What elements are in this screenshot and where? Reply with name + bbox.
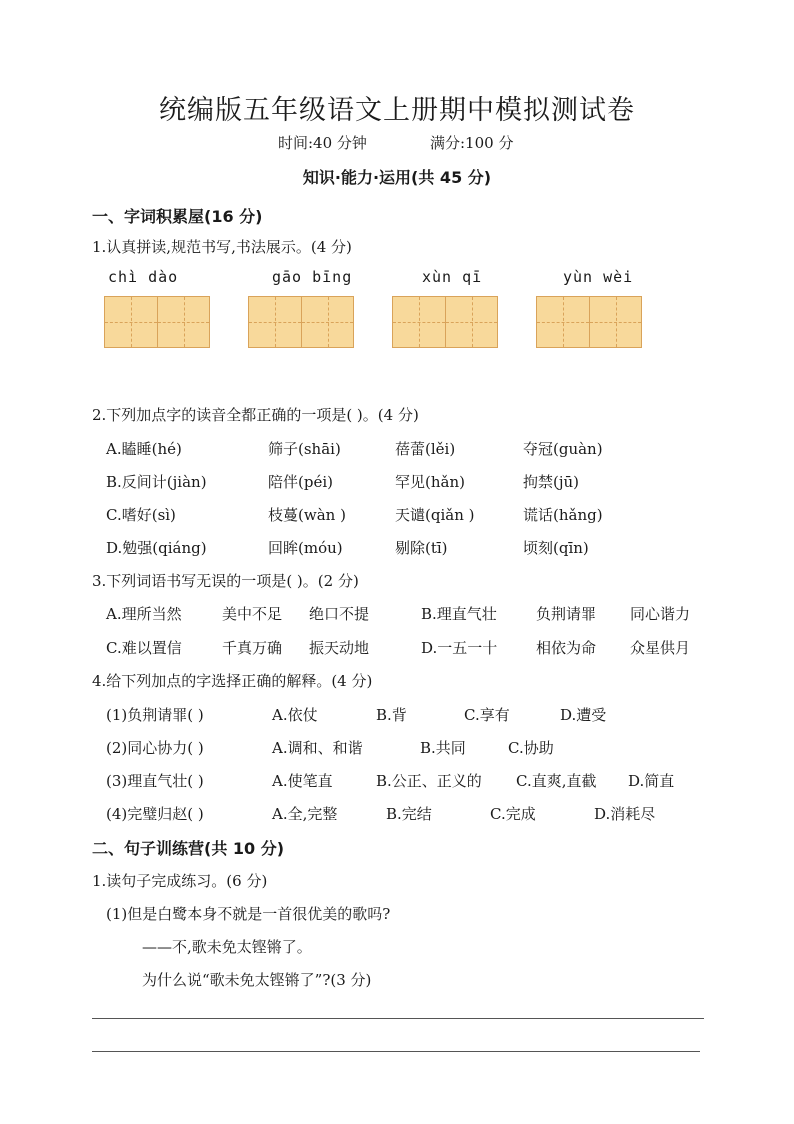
pinyin-3: xùn qī	[422, 268, 483, 286]
q2-option: D.勉强(qiáng)	[106, 539, 207, 557]
q2-option: 陪伴(péi)	[268, 473, 333, 491]
q4-option: A.使笔直	[272, 772, 333, 790]
q3-option: 负荆请罪	[536, 605, 597, 623]
q4-item: (4)完璧归赵( )	[106, 805, 204, 823]
q4-option: B.共同	[420, 739, 466, 757]
q4-option: B.背	[376, 706, 407, 724]
q2-option: 蓓蕾(lěi)	[395, 440, 456, 458]
q3-option: 千真万确	[222, 639, 283, 657]
sentence-1: (1)但是白鹭本身不就是一首很优美的歌吗?	[106, 905, 391, 923]
q4-option: C.协助	[508, 739, 554, 757]
q4-option: B.完结	[386, 805, 432, 823]
q4-option: A.依仗	[272, 706, 318, 724]
q2-option: 谎话(hǎng)	[523, 506, 603, 524]
sentence-question: 为什么说“歌未免太铿锵了”?(3 分)	[142, 971, 372, 989]
q4-option: A.全,完整	[272, 805, 338, 823]
writing-cell[interactable]	[393, 297, 445, 347]
q2-option: 剔除(tī)	[395, 539, 448, 557]
q4-option: D.遭受	[560, 706, 607, 724]
writing-cell[interactable]	[105, 297, 157, 347]
exam-time: 时间:40 分钟	[278, 134, 367, 152]
q4-item: (2)同心协力( )	[106, 739, 204, 757]
question-1: 1.认真拼读,规范书写,书法展示。(4 分)	[92, 238, 352, 256]
part-title: 知识·能力·运用(共 45 分)	[302, 168, 492, 187]
q3-option: B.理直气壮	[421, 605, 497, 623]
question-2: 2.下列加点字的读音全都正确的一项是( )。(4 分)	[92, 406, 419, 424]
q4-option: C.享有	[464, 706, 510, 724]
q4-option: A.调和、和谐	[272, 739, 363, 757]
q3-option: C.难以置信	[106, 639, 182, 657]
question-4: 4.给下列加点的字选择正确的解释。(4 分)	[92, 672, 373, 690]
pinyin-4: yùn wèi	[563, 268, 634, 286]
writing-cell[interactable]	[301, 297, 353, 347]
full-score: 满分:100 分	[430, 134, 514, 152]
writing-grid-1[interactable]	[104, 296, 210, 348]
answer-line-1[interactable]	[92, 1018, 704, 1019]
q2-option: 拘禁(jū)	[523, 473, 580, 491]
q4-option: D.消耗尽	[594, 805, 656, 823]
q3-option: A.理所当然	[106, 605, 182, 623]
q2-option: 罕见(hǎn)	[395, 473, 465, 491]
q3-option: 美中不足	[222, 605, 283, 623]
writing-cell[interactable]	[537, 297, 589, 347]
q2-option: B.反间计(jiàn)	[106, 473, 207, 491]
q2-option: 天谴(qiǎn )	[395, 506, 475, 524]
writing-cell[interactable]	[157, 297, 209, 347]
question-3: 3.下列词语书写无误的一项是( )。(2 分)	[92, 572, 359, 590]
q2-option: 夺冠(guàn)	[523, 440, 603, 458]
q2-option: 顷刻(qīn)	[523, 539, 589, 557]
writing-grid-3[interactable]	[392, 296, 498, 348]
q3-option: D.一五一十	[421, 639, 498, 657]
section-2-question-1: 1.读句子完成练习。(6 分)	[92, 872, 268, 890]
q4-option: C.直爽,直截	[516, 772, 597, 790]
q4-item: (1)负荆请罪( )	[106, 706, 204, 724]
pinyin-2: gāo bīng	[272, 268, 353, 286]
q3-option: 同心谐力	[630, 605, 691, 623]
section-2-title: 二、句子训练营(共 10 分)	[92, 839, 285, 858]
writing-grid-2[interactable]	[248, 296, 354, 348]
q4-option: B.公正、正义的	[376, 772, 482, 790]
q2-option: 回眸(móu)	[268, 539, 343, 557]
q2-option: A.瞌睡(hé)	[106, 440, 182, 458]
page-title: 统编版五年级语文上册期中模拟测试卷	[159, 95, 635, 126]
answer-line-2[interactable]	[92, 1051, 700, 1052]
q4-option: D.简直	[628, 772, 675, 790]
section-1-title: 一、字词积累屋(16 分)	[92, 207, 263, 226]
q4-item: (3)理直气壮( )	[106, 772, 204, 790]
pinyin-1: chì dào	[108, 268, 179, 286]
sentence-reply: ——不,歌未免太铿锵了。	[142, 938, 312, 956]
q3-option: 众星供月	[630, 639, 691, 657]
writing-grid-4[interactable]	[536, 296, 642, 348]
q2-option: C.嗜好(sì)	[106, 506, 176, 524]
q2-option: 枝蔓(wàn )	[268, 506, 346, 524]
q3-option: 相依为命	[536, 639, 597, 657]
writing-cell[interactable]	[249, 297, 301, 347]
q2-option: 筛子(shāi)	[268, 440, 341, 458]
writing-cell[interactable]	[589, 297, 641, 347]
writing-cell[interactable]	[445, 297, 497, 347]
q3-option: 振天动地	[309, 639, 370, 657]
q4-option: C.完成	[490, 805, 536, 823]
q3-option: 绝口不提	[309, 605, 370, 623]
